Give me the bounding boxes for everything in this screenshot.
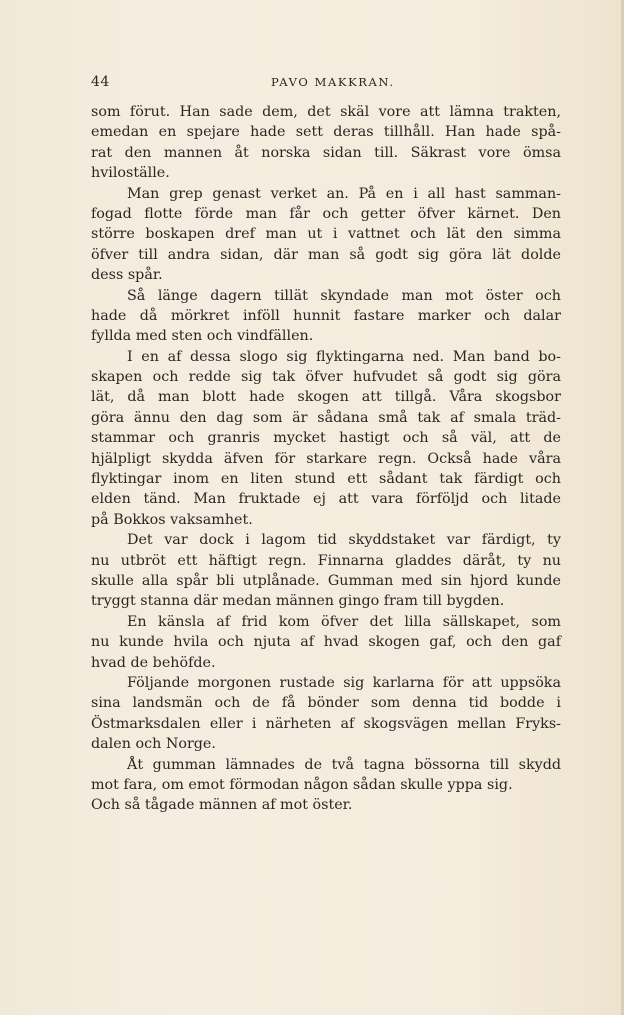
body-text: [91, 102, 561, 816]
text-line: nu kunde hvila och njuta af hvad skogen gaf, och den gaf: [91, 634, 561, 651]
text-line: Östmarksdalen eller i närheten af skogsvägen mellan Fryks-: [91, 715, 561, 732]
running-head: [91, 74, 561, 92]
text-line: Åt gumman lämnades de två tagna bössorna till skydd: [127, 756, 561, 773]
text-line: skapen och redde sig tak öfver hufvudet så godt sig göra: [91, 369, 561, 386]
text-line: I en af dessa slogo sig flyktingarna ned. Man band bo-: [127, 348, 561, 365]
text-line: Man grep genast verket an. På en i all hast samman-: [127, 185, 561, 202]
text-line: hviloställe.: [91, 165, 170, 182]
page-number: 44: [91, 74, 110, 90]
text-line: Det var dock i lagom tid skyddstaket var färdigt, ty: [127, 532, 561, 549]
text-line: mot fara, om emot förmodan någon sådan skulle yppa sig.: [91, 776, 513, 793]
text-line: hade då mörkret inföll hunnit fastare marker och dalar: [91, 307, 561, 324]
text-line: nu utbröt ett häftigt regn. Finnarna gladdes däråt, ty nu: [91, 552, 561, 569]
text-line: öfver till andra sidan, där man så godt sig göra lät dolde: [91, 246, 561, 263]
text-line: dess spår.: [91, 267, 163, 284]
running-title: PAVO MAKKRAN.: [271, 75, 395, 89]
text-line: sina landsmän och de få bönder som denna tid bodde i: [91, 695, 561, 712]
text-line: dalen och Norge.: [91, 736, 216, 753]
text-line: fyllda med sten och vindfällen.: [91, 328, 314, 345]
text-line: hjälpligt skydda äfven för starkare regn. Också hade våra: [91, 450, 561, 467]
text-line: större boskapen dref man ut i vattnet och lät den simma: [91, 226, 561, 243]
text-line: flyktingar inom en liten stund ett sådant tak färdigt och: [91, 471, 561, 488]
text-line: Så länge dagern tillät skyndade man mot öster och: [127, 287, 561, 304]
text-line: En känsla af frid kom öfver det lilla sällskapet, som: [127, 613, 561, 630]
text-line: emedan en spejare hade sett deras tillhåll. Han hade spå-: [91, 124, 561, 141]
text-line: på Bokkos vaksamhet.: [91, 511, 253, 528]
text-line: Följande morgonen rustade sig karlarna för att uppsöka: [127, 674, 561, 691]
text-line: elden tänd. Man fruktade ej att vara förföljd och litade: [91, 491, 561, 508]
text-line: Och så tågade männen af mot öster.: [91, 797, 353, 814]
text-line: stammar och granris mycket hastigt och så väl, att de: [91, 430, 561, 447]
text-line: som förut. Han sade dem, det skäl vore att lämna trakten,: [91, 104, 561, 120]
text-line: rat den mannen åt norska sidan till. Säkrast vore ömsa: [91, 144, 561, 161]
text-line: skulle alla spår bli utplånade. Gumman med sin hjord kunde: [91, 572, 561, 589]
text-line: fogad flotte förde man får och getter öfver kärnet. Den: [91, 205, 561, 222]
text-line: hvad de behöfde.: [91, 654, 216, 671]
text-line: göra ännu den dag som är sådana små tak af smala träd-: [91, 409, 561, 426]
text-line: tryggt stanna där medan männen gingo fram till bygden.: [91, 593, 505, 610]
text-line: lät, då man blott hade skogen att tillgå. Våra skogsbor: [91, 389, 561, 406]
